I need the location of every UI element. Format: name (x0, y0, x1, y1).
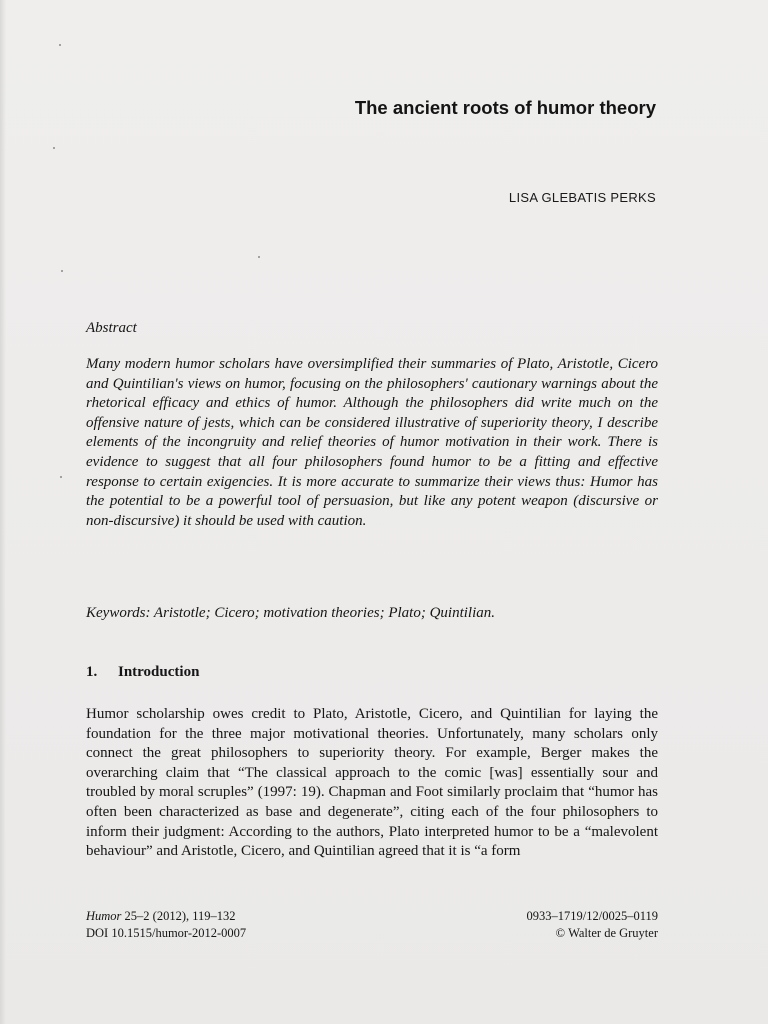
journal-citation-line (86, 908, 246, 925)
doi-line: DOI 10.1515/humor-2012-0007 (86, 926, 247, 940)
introduction-text: Humor scholarship owes credit to Plato, Aristotle, Cicero, and Quintilian for laying the foundation for the three major motivational theories. Unfortunately, many scholars only connect the great philosophers to superiority theory. For example, Berger makes the overarching claim that “The classical approach to the comic [was] essentially sour and troubled by moral scruples” (1997: 19). Chapman and Foot similarly proclaim that “humor has often been characterized as base and degenerate”, citing each of the four philosophers to inform their judgment: According to the authors, Plato interpreted humor to be a “malevolent behaviour” and Aristotle, Cicero, and Quintilian agreed that it is “a form (86, 706, 658, 860)
issn-line: 0933–1719/12/0025–0119 (526, 909, 658, 923)
article-author: LISA GLEBATIS PERKS (508, 190, 656, 205)
scan-speck (60, 476, 62, 478)
scan-speck (61, 270, 63, 272)
publisher-line: © Walter de Gruyter (555, 926, 658, 940)
section-heading (86, 664, 199, 681)
footer-citation (86, 908, 246, 942)
abstract-text: Many modern humor scholars have oversimplified their summaries of Plato, Aristotle, Cicero and Quintilian's views on humor, focusing on the philosophers' cautionary warnings about the rhetorical efficacy and ethics of humor. Although the philosophers did write much on the offensive nature of jests, which can be considered illustrative of superiority theory, I describe elements of the incongruity and relief theories of humor motivation in their work. There is evidence to suggest that all four philosophers found humor to be a fitting and effective response to certain exigencies. It is more accurate to summarize their views thus: Humor has the potential to be a powerful tool of persuasion, but like any potent weapon (discursive or non-discursive) it should be used with caution. (86, 356, 658, 529)
abstract-heading: Abstract (86, 320, 137, 336)
keywords: Keywords: Aristotle; Cicero; motivation theories; Plato; Quintilian. (86, 605, 495, 621)
journal-name: Humor (86, 909, 122, 923)
scan-speck (258, 256, 260, 258)
section-number: 1. (86, 664, 98, 680)
scan-edge-shadow (0, 0, 6, 1024)
scan-speck (53, 147, 55, 149)
journal-volume: 25–2 (2012), 119–132 (124, 909, 236, 923)
article-title: The ancient roots of humor theory (354, 97, 656, 118)
footer-publisher (527, 908, 658, 942)
scan-speck (59, 44, 61, 46)
section-title: Introduction (118, 664, 200, 680)
